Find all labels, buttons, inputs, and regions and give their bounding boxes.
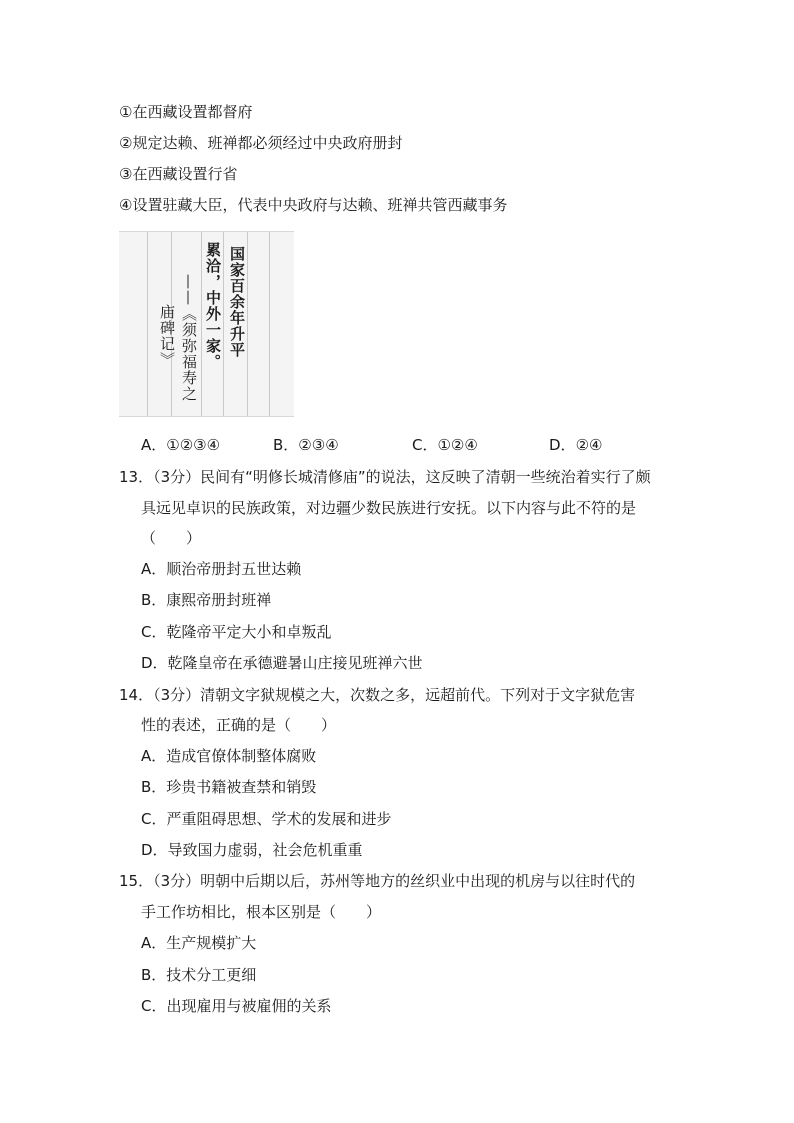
statement-2: ②规定达赖、班禅都必须经过中央政府册封 xyxy=(119,134,403,152)
stele-inscription-image xyxy=(119,231,294,417)
q13-option-b[interactable]: B．康熙帝册封班禅 xyxy=(141,591,272,609)
q15-option-b[interactable]: B．技术分工更细 xyxy=(141,966,257,984)
statement-3: ③在西藏设置行省 xyxy=(119,165,238,183)
q12-option-a[interactable]: A．①②③④ xyxy=(141,436,221,454)
q12-option-d[interactable]: D．②④ xyxy=(549,436,603,454)
q12-option-b[interactable]: B．②③④ xyxy=(273,436,339,454)
q15-stem-line-2: 手工作坊相比，根本区别是（ ） xyxy=(141,903,382,921)
q14-option-a[interactable]: A．造成官僚体制整体腐败 xyxy=(141,747,317,765)
statement-4: ④设置驻藏大臣，代表中央政府与达赖、班禅共管西藏事务 xyxy=(119,196,508,214)
q14-option-b[interactable]: B．珍贵书籍被查禁和销毁 xyxy=(141,778,317,796)
q14-option-d[interactable]: D．导致国力虚弱，社会危机重重 xyxy=(141,841,363,859)
q15-stem-line-1: 15．（3分）明朝中后期以后，苏州等地方的丝织业中出现的机房与以往时代的 xyxy=(119,872,636,890)
q13-stem-line-3: （ ） xyxy=(141,529,202,547)
inscription-column-4: 庙碑记》 xyxy=(158,304,176,368)
inscription-column-1: 国家百余年升平 xyxy=(228,246,246,358)
q13-stem-line-2: 具远见卓识的民族政策，对边疆少数民族进行安抚。以下内容与此不符的是 xyxy=(141,499,637,517)
inscription-column-2: 累洽，中外一家。 xyxy=(204,242,222,370)
q13-stem-line-1: 13．（3分）民间有“明修长城清修庙”的说法，这反映了清朝一些统治着实行了颇 xyxy=(119,468,651,486)
inscription-column-3: ——《须弥福寿之 xyxy=(180,274,198,402)
q13-option-a[interactable]: A．顺治帝册封五世达赖 xyxy=(141,560,302,578)
q14-stem-line-1: 14．（3分）清朝文字狱规模之大，次数之多，远超前代。下列对于文字狱危害 xyxy=(119,686,636,704)
q13-option-d[interactable]: D．乾隆皇帝在承德避暑山庄接见班禅六世 xyxy=(141,654,423,672)
statement-1: ①在西藏设置都督府 xyxy=(119,103,253,121)
q12-option-c[interactable]: C．①②④ xyxy=(412,436,478,454)
q15-option-a[interactable]: A．生产规模扩大 xyxy=(141,934,257,952)
q15-option-c[interactable]: C．出现雇用与被雇佣的关系 xyxy=(141,997,332,1015)
q14-stem-line-2: 性的表述，正确的是（ ） xyxy=(141,716,337,734)
q13-option-c[interactable]: C．乾隆帝平定大小和卓叛乱 xyxy=(141,623,332,641)
q14-option-c[interactable]: C．严重阻碍思想、学术的发展和进步 xyxy=(141,810,392,828)
